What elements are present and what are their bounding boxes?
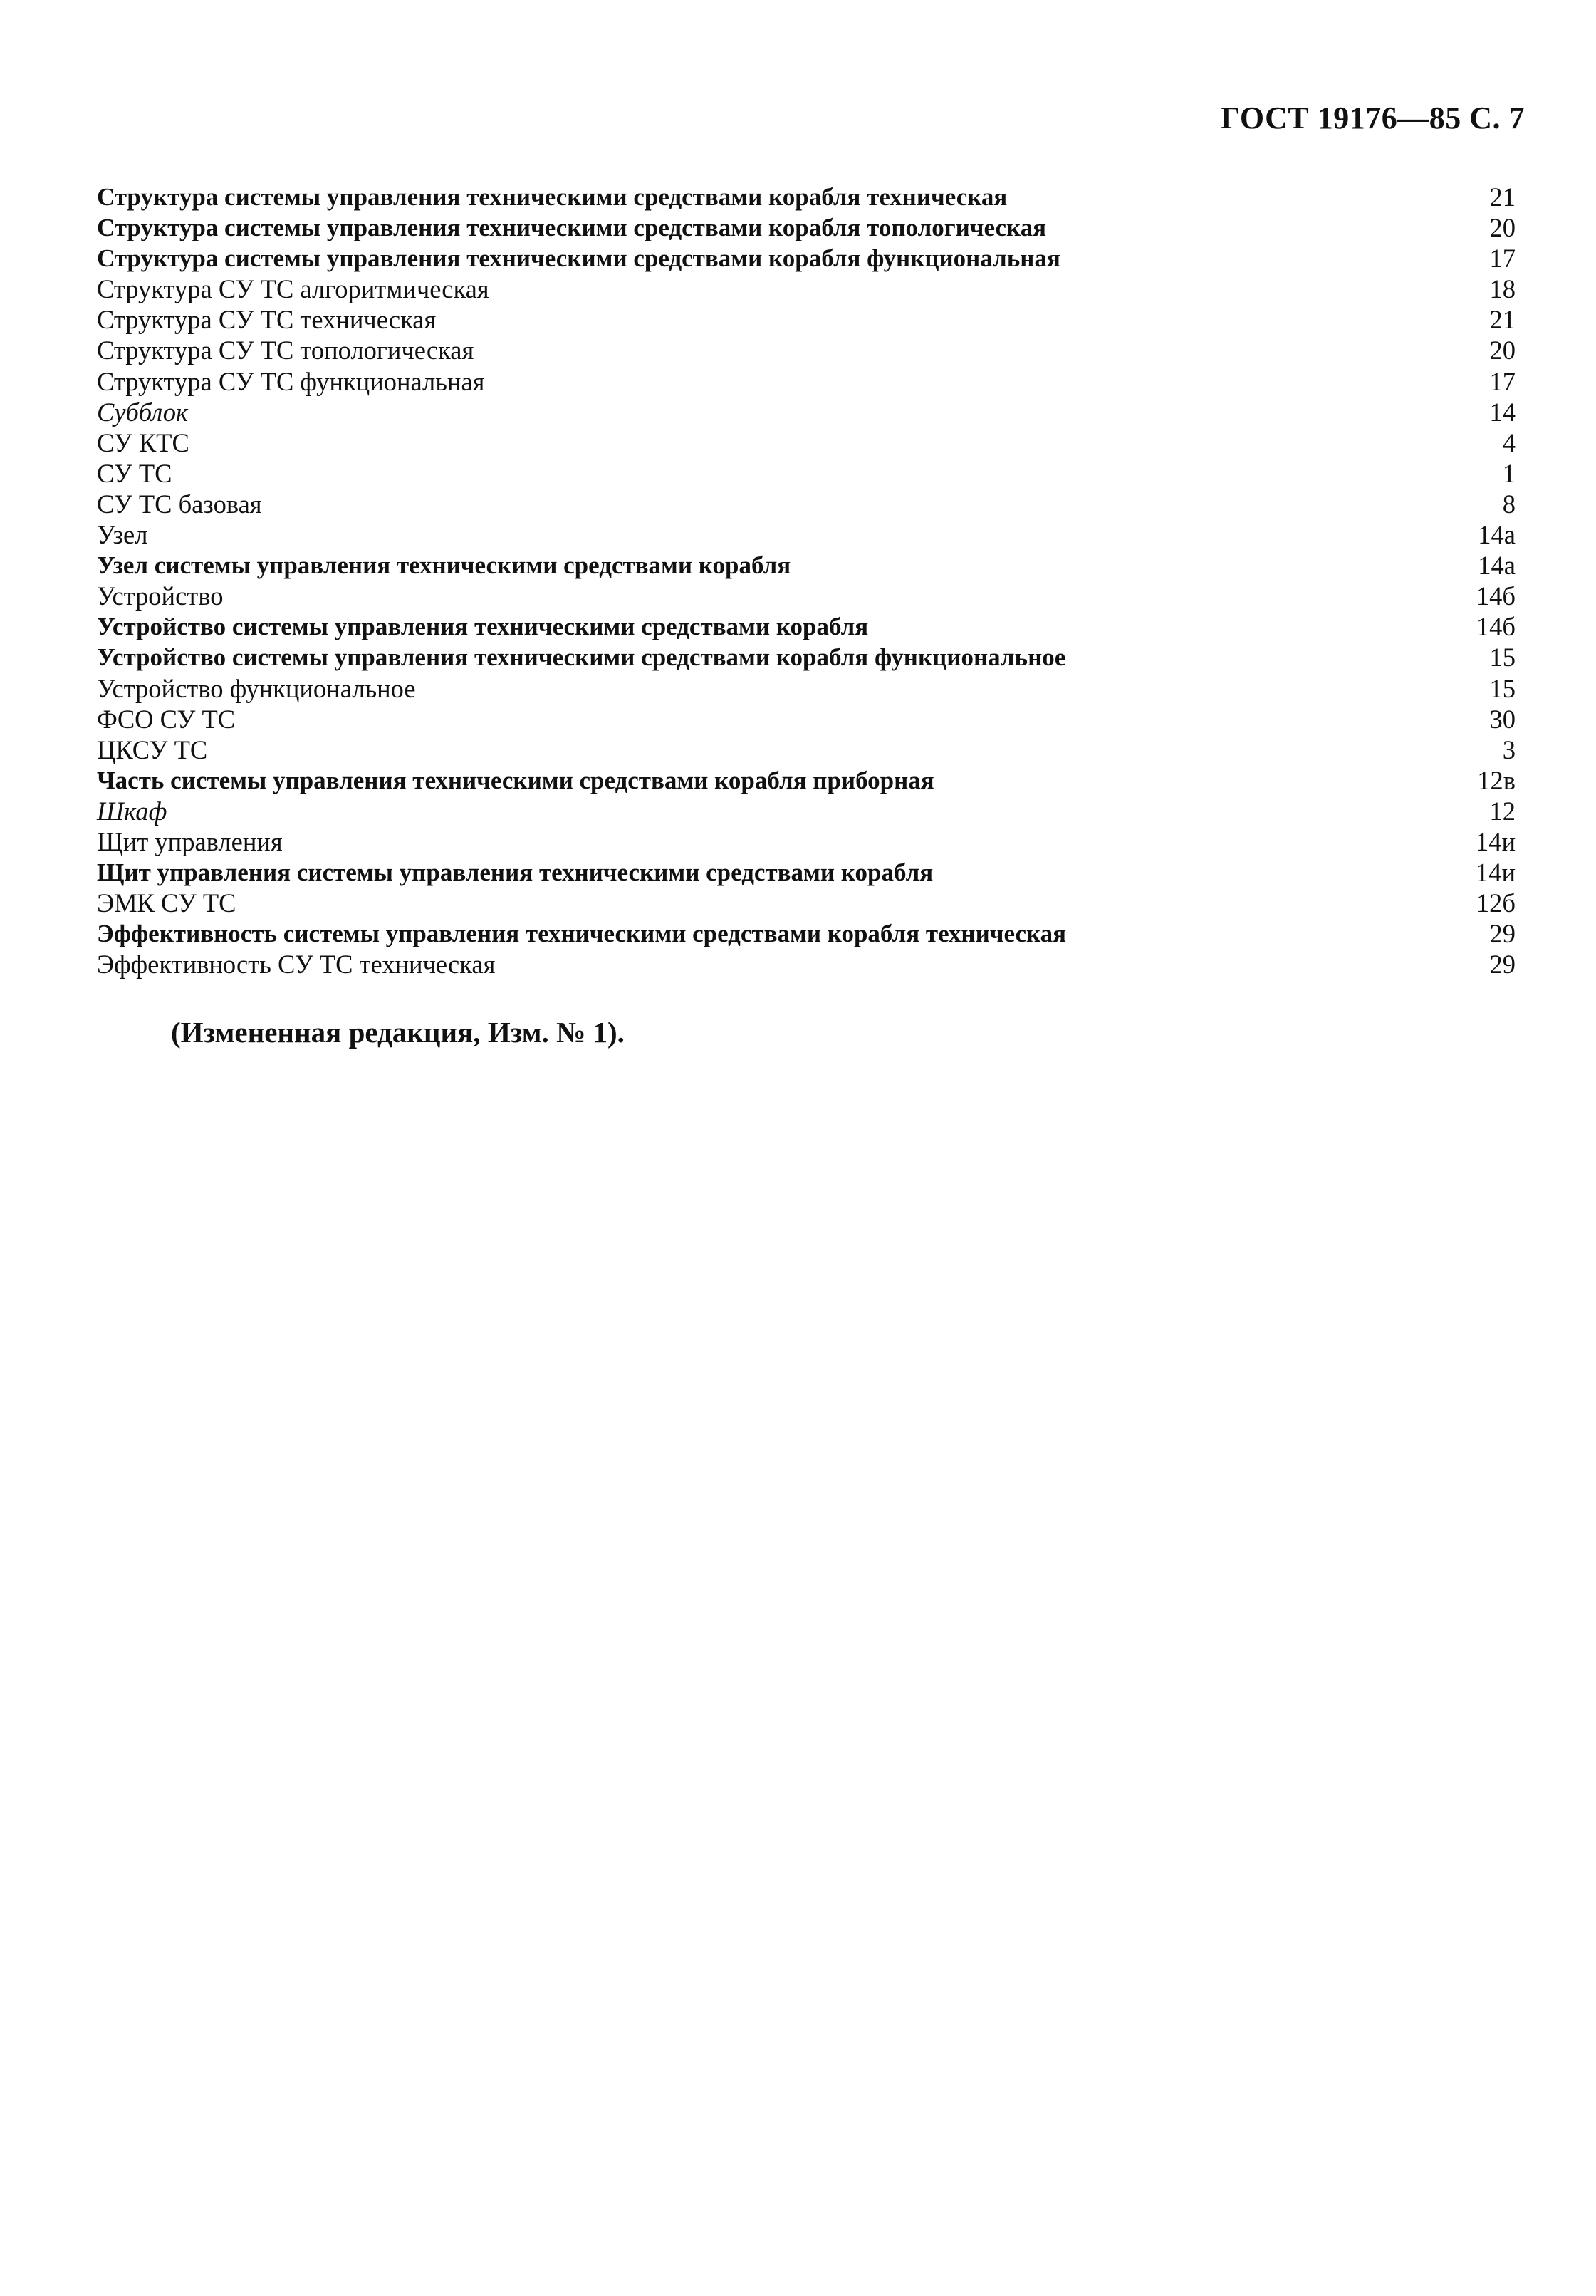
index-reference-number: 14 bbox=[1489, 397, 1516, 427]
index-entry bbox=[97, 918, 1516, 949]
index-reference-number: 8 bbox=[1502, 489, 1516, 519]
index-term: СУ ТС базовая bbox=[97, 489, 262, 519]
index-reference-number: 15 bbox=[1489, 643, 1516, 672]
index-entry bbox=[97, 182, 1516, 212]
index-entry bbox=[97, 397, 1516, 427]
index-entry bbox=[97, 550, 1516, 581]
index-entry bbox=[97, 826, 1516, 857]
index-term: Шкаф bbox=[97, 796, 167, 826]
index-entry bbox=[97, 335, 1516, 365]
index-entry bbox=[97, 304, 1516, 335]
index-reference-number: 17 bbox=[1489, 366, 1516, 396]
index-term: Субблок bbox=[97, 397, 189, 427]
index-term: Узел bbox=[97, 520, 148, 550]
index-reference-number: 21 bbox=[1489, 182, 1516, 212]
index-term: Эффективность системы управления техническими средствами корабля техническая bbox=[97, 920, 1067, 948]
index-term: Структура СУ ТС алгоритмическая bbox=[97, 274, 489, 304]
alphabetical-index bbox=[97, 182, 1516, 980]
index-reference-number: 15 bbox=[1489, 673, 1516, 703]
index-reference-number: 30 bbox=[1489, 704, 1516, 734]
index-entry bbox=[97, 366, 1516, 397]
index-entry bbox=[97, 611, 1516, 642]
index-term: Щит управления системы управления техническими средствами корабля bbox=[97, 858, 934, 887]
index-entry bbox=[97, 212, 1516, 243]
index-term: Структура СУ ТС техническая bbox=[97, 305, 437, 335]
index-entry bbox=[97, 519, 1516, 550]
index-term: ФСО СУ ТС bbox=[97, 704, 236, 734]
index-entry bbox=[97, 427, 1516, 458]
index-term: Устройство функциональное bbox=[97, 673, 416, 703]
index-entry bbox=[97, 765, 1516, 796]
index-reference-number: 3 bbox=[1502, 734, 1516, 764]
index-term: Структура системы управления техническими средствами корабля техническая bbox=[97, 183, 1008, 211]
index-term: СУ КТС bbox=[97, 427, 189, 457]
index-term: ЭМК СУ ТС bbox=[97, 888, 236, 918]
index-entry bbox=[97, 888, 1516, 918]
index-reference-number: 12в bbox=[1477, 765, 1516, 795]
index-term: Устройство системы управления техническими средствами корабля функциональное bbox=[97, 643, 1066, 672]
index-reference-number: 14а bbox=[1478, 520, 1516, 550]
index-term: Часть системы управления техническими средствами корабля приборная bbox=[97, 766, 934, 794]
index-entry bbox=[97, 673, 1516, 704]
index-term: Структура системы управления техническими средствами корабля функциональная bbox=[97, 244, 1060, 273]
index-reference-number: 29 bbox=[1489, 950, 1516, 980]
index-entry bbox=[97, 642, 1516, 672]
index-term: Узел системы управления техническими средствами корабля bbox=[97, 551, 791, 580]
index-reference-number: 12б bbox=[1476, 888, 1516, 918]
index-reference-number: 18 bbox=[1489, 274, 1516, 304]
index-reference-number: 14б bbox=[1476, 612, 1516, 642]
index-entry bbox=[97, 581, 1516, 611]
index-term: Устройство bbox=[97, 581, 224, 611]
index-reference-number: 20 bbox=[1489, 213, 1516, 243]
index-term: Щит управления bbox=[97, 826, 283, 856]
index-term: ЦКСУ ТС bbox=[97, 734, 208, 764]
index-term: Структура СУ ТС функциональная bbox=[97, 366, 485, 396]
index-term: Устройство системы управления техническими средствами корабля bbox=[97, 613, 869, 641]
index-entry bbox=[97, 857, 1516, 888]
index-reference-number: 4 bbox=[1502, 427, 1516, 457]
index-reference-number: 17 bbox=[1489, 244, 1516, 274]
index-reference-number: 14а bbox=[1478, 551, 1516, 581]
index-term: Структура системы управления техническими средствами корабля топологическая bbox=[97, 214, 1047, 242]
index-reference-number: 14и bbox=[1475, 826, 1516, 856]
index-entry bbox=[97, 734, 1516, 765]
index-entry bbox=[97, 949, 1516, 980]
index-reference-number: 12 bbox=[1489, 796, 1516, 826]
index-term: СУ ТС bbox=[97, 458, 172, 488]
index-reference-number: 21 bbox=[1489, 305, 1516, 335]
index-entry bbox=[97, 796, 1516, 826]
index-entry bbox=[97, 704, 1516, 734]
index-reference-number: 14б bbox=[1476, 581, 1516, 611]
index-reference-number: 29 bbox=[1489, 919, 1516, 949]
index-entry bbox=[97, 243, 1516, 274]
index-reference-number: 14и bbox=[1475, 858, 1516, 888]
index-term: Эффективность СУ ТС техническая bbox=[97, 950, 496, 980]
index-reference-number: 20 bbox=[1489, 336, 1516, 365]
page-header: ГОСТ 19176—85 С. 7 bbox=[1220, 100, 1525, 135]
index-term: Структура СУ ТС топологическая bbox=[97, 336, 474, 365]
index-entry bbox=[97, 274, 1516, 304]
amendment-note: (Измененная редакция, Изм. № 1). bbox=[171, 1016, 625, 1049]
index-entry bbox=[97, 489, 1516, 519]
index-reference-number: 1 bbox=[1502, 458, 1516, 488]
index-entry bbox=[97, 458, 1516, 489]
